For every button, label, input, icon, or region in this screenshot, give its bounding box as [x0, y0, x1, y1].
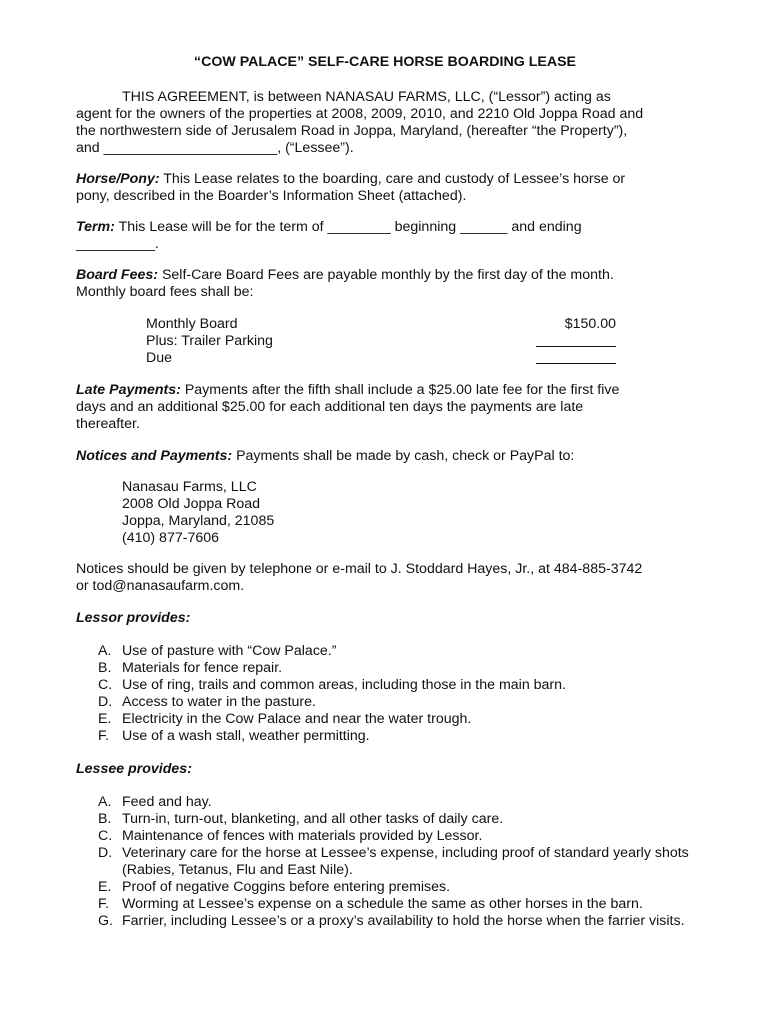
term-label: Term: — [76, 219, 115, 235]
fee-blank-line — [536, 333, 616, 347]
list-item: D. Veterinary care for the horse at Lessee’s expense, including proof of standard yearly shots (Rabies, Tetanus, Flu and East Nile). — [98, 845, 689, 878]
fee-row: Plus: Trailer Parking — [146, 333, 616, 350]
horse-pony-label: Horse/Pony: — [76, 171, 160, 187]
list-item: E. Electricity in the Cow Palace and near the water trough. — [98, 711, 472, 727]
board-fees-label: Board Fees: — [76, 267, 158, 283]
list-item: F. Use of a wash stall, weather permitting. — [98, 728, 370, 744]
list-item: G. Farrier, including Lessee’s or a proxy’s availability to hold the horse when the farrier visits. — [98, 913, 685, 929]
late-payments-paragraph: Late Payments: Payments after the fifth shall include a $25.00 late fee for the first five days and an additional $25.00 for each additional ten days the payments are late thereafter. — [76, 382, 620, 432]
lessor-list — [76, 643, 710, 745]
list-item: D. Access to water in the pasture. — [98, 694, 316, 710]
late-payments-label: Late Payments: — [76, 382, 181, 398]
list-item: C. Use of ring, trails and common areas, including those in the main barn. — [98, 677, 566, 693]
list-item: A. Use of pasture with “Cow Palace.” — [98, 643, 337, 659]
term-paragraph: Term: This Lease will be for the term of ________ beginning ______ and ending __________. — [76, 219, 582, 252]
list-item: A. Feed and hay. — [98, 794, 212, 810]
list-item: C. Maintenance of fences with materials provided by Lessor. — [98, 828, 483, 844]
notices-label: Notices and Payments: — [76, 448, 233, 464]
fee-table — [146, 316, 616, 367]
list-item: F. Worming at Lessee’s expense on a schedule the same as other horses in the barn. — [98, 896, 643, 912]
payment-address: Nanasau Farms, LLC 2008 Old Joppa Road Joppa, Maryland, 21085 (410) 877-7606 — [122, 479, 275, 546]
list-item: B. Turn-in, turn-out, blanketing, and all other tasks of daily care. — [98, 811, 504, 827]
intro-paragraph: THIS AGREEMENT, is between NANASAU FARMS, LLC, (“Lessor”) acting as agent for the owners of the properties at 2008, 2009, 2010, and 2210 Old Joppa Road and the northwestern side of Jerusalem Road in Joppa, Maryland, (hereafter “the Property”), and ______________________, (“Lessee”). — [76, 89, 644, 156]
lessee-heading: Lessee provides: — [76, 761, 192, 777]
fee-row: Due — [146, 350, 616, 367]
fee-blank-line — [536, 350, 616, 364]
horse-pony-paragraph: Horse/Pony: This Lease relates to the boarding, care and custody of Lessee’s horse or pony, described in the Boarder’s Information Sheet (attached). — [76, 171, 626, 204]
lessor-heading: Lessor provides: — [76, 610, 191, 626]
list-item: E. Proof of negative Coggins before entering premises. — [98, 879, 451, 895]
list-item: B. Materials for fence repair. — [98, 660, 283, 676]
notices-contact-paragraph: Notices should be given by telephone or e-mail to J. Stoddard Hayes, Jr., at 484-885-3742 or tod@nanasaufarm.com. — [76, 561, 643, 594]
notices-paragraph: Notices and Payments: Payments shall be made by cash, check or PayPal to: — [76, 448, 575, 464]
document-title: “COW PALACE” SELF-CARE HORSE BOARDING LEASE — [193, 54, 577, 70]
lessee-list — [76, 794, 710, 930]
fee-row: Monthly Board $150.00 — [146, 316, 616, 332]
board-fees-paragraph: Board Fees: Self-Care Board Fees are payable monthly by the first day of the month. Monthly board fees shall be: — [76, 267, 614, 300]
